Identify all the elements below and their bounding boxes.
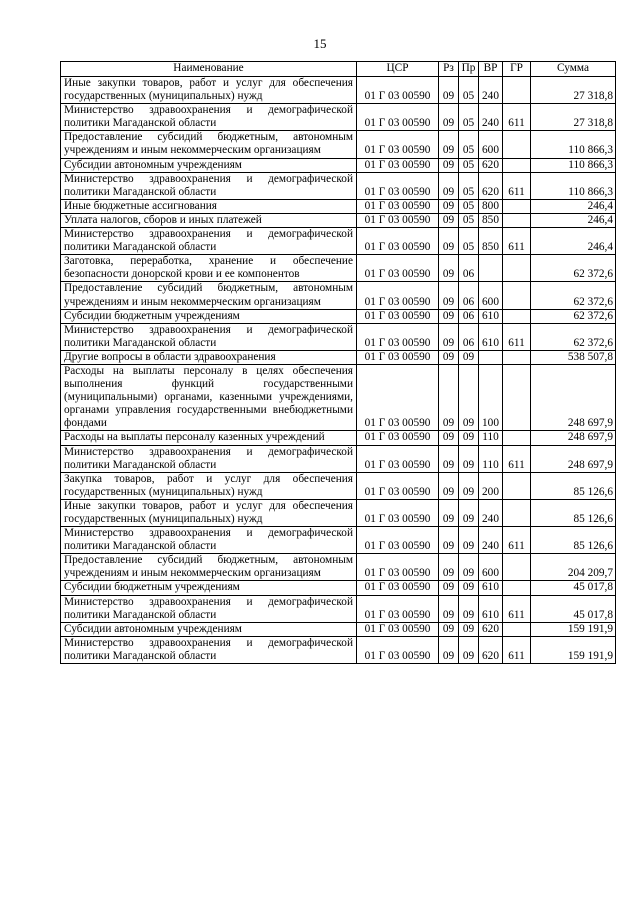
cell-sum: 85 126,6 [531,472,616,499]
table-row [61,213,616,227]
cell-pr: 09 [459,622,479,636]
cell-name: Предоставление субсидий бюджетным, автономным учреждениям и иным некоммерческим организациям [61,131,357,158]
cell-pr: 09 [459,472,479,499]
cell-vr: 110 [479,445,503,472]
cell-rz: 09 [439,554,459,581]
budget-table [60,61,616,664]
cell-csr: 01 Г 03 00590 [357,199,439,213]
cell-sum: 248 697,9 [531,431,616,445]
cell-pr: 09 [459,350,479,364]
cell-sum: 62 372,6 [531,309,616,323]
cell-pr: 05 [459,131,479,158]
table-header-row [61,62,616,77]
cell-gr [503,364,531,430]
cell-sum: 62 372,6 [531,255,616,282]
cell-sum: 246,4 [531,199,616,213]
table-row [61,364,616,430]
cell-rz: 09 [439,213,459,227]
cell-pr: 09 [459,364,479,430]
cell-pr: 09 [459,445,479,472]
cell-name: Предоставление субсидий бюджетным, автономным учреждениям и иным некоммерческим организациям [61,282,357,309]
cell-name: Министерство здравоохранения и демографической политики Магаданской области [61,323,357,350]
cell-name: Иные бюджетные ассигнования [61,199,357,213]
cell-pr: 06 [459,309,479,323]
cell-vr: 240 [479,499,503,526]
cell-rz: 09 [439,445,459,472]
cell-csr: 01 Г 03 00590 [357,172,439,199]
cell-vr: 610 [479,323,503,350]
cell-gr: 611 [503,527,531,554]
cell-rz: 09 [439,309,459,323]
cell-name: Субсидии бюджетным учреждениям [61,309,357,323]
cell-name: Закупка товаров, работ и услуг для обеспечения государственных (муниципальных) нужд [61,472,357,499]
cell-sum: 85 126,6 [531,499,616,526]
cell-vr: 610 [479,309,503,323]
table-row [61,104,616,131]
table-row [61,595,616,622]
page-number: 15 [313,36,327,51]
cell-csr: 01 Г 03 00590 [357,581,439,595]
table-row [61,255,616,282]
cell-gr [503,199,531,213]
cell-name: Министерство здравоохранения и демографической политики Магаданской области [61,445,357,472]
cell-name: Предоставление субсидий бюджетным, автономным учреждениям и иным некоммерческим организациям [61,554,357,581]
cell-vr: 110 [479,431,503,445]
cell-gr [503,131,531,158]
cell-gr [503,255,531,282]
table-row [61,527,616,554]
cell-vr: 620 [479,622,503,636]
cell-pr: 09 [459,527,479,554]
cell-csr: 01 Г 03 00590 [357,309,439,323]
cell-gr: 611 [503,104,531,131]
cell-pr: 05 [459,158,479,172]
cell-rz: 09 [439,158,459,172]
table-row [61,323,616,350]
header-name: Наименование [61,62,357,77]
cell-sum: 246,4 [531,213,616,227]
cell-csr: 01 Г 03 00590 [357,595,439,622]
cell-csr: 01 Г 03 00590 [357,431,439,445]
cell-sum: 85 126,6 [531,527,616,554]
table-row [61,581,616,595]
cell-vr: 620 [479,636,503,663]
cell-sum: 110 866,3 [531,131,616,158]
cell-sum: 159 191,9 [531,622,616,636]
cell-name: Заготовка, переработка, хранение и обеспечение безопасности донорской крови и ее компонентов [61,255,357,282]
cell-vr [479,255,503,282]
table-row [61,131,616,158]
cell-sum: 248 697,9 [531,445,616,472]
cell-vr: 240 [479,77,503,104]
table-row [61,472,616,499]
cell-sum: 246,4 [531,228,616,255]
cell-name: Уплата налогов, сборов и иных платежей [61,213,357,227]
cell-vr: 850 [479,213,503,227]
table-row [61,554,616,581]
table-row [61,172,616,199]
cell-rz: 09 [439,472,459,499]
cell-sum: 62 372,6 [531,323,616,350]
header-vr: ВР [479,62,503,77]
cell-rz: 09 [439,581,459,595]
cell-name: Субсидии автономным учреждениям [61,622,357,636]
header-pr: Пр [459,62,479,77]
cell-gr: 611 [503,172,531,199]
header-rz: Рз [439,62,459,77]
cell-vr: 610 [479,581,503,595]
table-row [61,158,616,172]
cell-pr: 05 [459,213,479,227]
cell-rz: 09 [439,595,459,622]
cell-sum: 538 507,8 [531,350,616,364]
cell-sum: 27 318,8 [531,104,616,131]
cell-name: Расходы на выплаты персоналу в целях обеспечения выполнения функций государственными (муниципальными) органами, казенными учреждениями, органами управления государственными внебюджетными фондами [61,364,357,430]
table-row [61,199,616,213]
cell-vr: 600 [479,282,503,309]
cell-name: Министерство здравоохранения и демографической политики Магаданской области [61,228,357,255]
cell-name: Иные закупки товаров, работ и услуг для обеспечения государственных (муниципальных) нужд [61,77,357,104]
cell-csr: 01 Г 03 00590 [357,445,439,472]
cell-gr [503,350,531,364]
cell-csr: 01 Г 03 00590 [357,213,439,227]
cell-name: Министерство здравоохранения и демографической политики Магаданской области [61,527,357,554]
cell-sum: 45 017,8 [531,581,616,595]
cell-name: Субсидии автономным учреждениям [61,158,357,172]
cell-pr: 09 [459,499,479,526]
cell-vr: 620 [479,158,503,172]
cell-gr [503,622,531,636]
cell-gr [503,472,531,499]
cell-pr: 05 [459,172,479,199]
cell-rz: 09 [439,199,459,213]
cell-pr: 09 [459,581,479,595]
cell-csr: 01 Г 03 00590 [357,554,439,581]
cell-vr: 800 [479,199,503,213]
cell-rz: 09 [439,282,459,309]
cell-pr: 06 [459,255,479,282]
cell-vr [479,350,503,364]
cell-csr: 01 Г 03 00590 [357,131,439,158]
cell-rz: 09 [439,499,459,526]
table-row [61,77,616,104]
cell-gr [503,499,531,526]
cell-name: Расходы на выплаты персоналу казенных учреждений [61,431,357,445]
cell-rz: 09 [439,431,459,445]
cell-pr: 06 [459,282,479,309]
cell-sum: 27 318,8 [531,77,616,104]
cell-gr: 611 [503,323,531,350]
cell-pr: 09 [459,431,479,445]
cell-csr: 01 Г 03 00590 [357,350,439,364]
table-body [61,77,616,664]
cell-sum: 110 866,3 [531,158,616,172]
table-row [61,282,616,309]
table-row [61,445,616,472]
header-csr: ЦСР [357,62,439,77]
cell-gr [503,309,531,323]
cell-rz: 09 [439,527,459,554]
cell-gr [503,282,531,309]
cell-gr [503,554,531,581]
cell-vr: 100 [479,364,503,430]
cell-vr: 600 [479,131,503,158]
cell-vr: 240 [479,104,503,131]
cell-name: Министерство здравоохранения и демографической политики Магаданской области [61,172,357,199]
cell-rz: 09 [439,77,459,104]
cell-gr [503,431,531,445]
cell-gr [503,581,531,595]
cell-gr [503,213,531,227]
cell-rz: 09 [439,364,459,430]
cell-csr: 01 Г 03 00590 [357,527,439,554]
cell-csr: 01 Г 03 00590 [357,472,439,499]
cell-csr: 01 Г 03 00590 [357,323,439,350]
cell-csr: 01 Г 03 00590 [357,158,439,172]
cell-csr: 01 Г 03 00590 [357,499,439,526]
cell-name: Иные закупки товаров, работ и услуг для обеспечения государственных (муниципальных) нужд [61,499,357,526]
table-row [61,431,616,445]
cell-name: Министерство здравоохранения и демографической политики Магаданской области [61,104,357,131]
cell-sum: 45 017,8 [531,595,616,622]
cell-rz: 09 [439,636,459,663]
cell-gr: 611 [503,636,531,663]
cell-rz: 09 [439,323,459,350]
cell-name: Другие вопросы в области здравоохранения [61,350,357,364]
cell-rz: 09 [439,622,459,636]
cell-vr: 610 [479,595,503,622]
cell-csr: 01 Г 03 00590 [357,255,439,282]
cell-csr: 01 Г 03 00590 [357,104,439,131]
cell-pr: 05 [459,199,479,213]
cell-sum: 248 697,9 [531,364,616,430]
cell-csr: 01 Г 03 00590 [357,282,439,309]
cell-rz: 09 [439,255,459,282]
cell-pr: 09 [459,636,479,663]
header-gr: ГР [503,62,531,77]
cell-csr: 01 Г 03 00590 [357,364,439,430]
cell-vr: 620 [479,172,503,199]
cell-csr: 01 Г 03 00590 [357,77,439,104]
cell-name: Субсидии бюджетным учреждениям [61,581,357,595]
header-sum: Сумма [531,62,616,77]
table-row [61,350,616,364]
cell-csr: 01 Г 03 00590 [357,636,439,663]
cell-gr: 611 [503,445,531,472]
cell-sum: 204 209,7 [531,554,616,581]
table-row [61,309,616,323]
cell-pr: 09 [459,554,479,581]
cell-pr: 05 [459,104,479,131]
cell-vr: 850 [479,228,503,255]
cell-rz: 09 [439,350,459,364]
cell-gr: 611 [503,595,531,622]
cell-name: Министерство здравоохранения и демографической политики Магаданской области [61,595,357,622]
cell-gr: 611 [503,228,531,255]
cell-vr: 240 [479,527,503,554]
cell-rz: 09 [439,172,459,199]
cell-vr: 200 [479,472,503,499]
cell-rz: 09 [439,131,459,158]
table-row [61,499,616,526]
cell-gr [503,77,531,104]
cell-pr: 06 [459,323,479,350]
table-row [61,636,616,663]
cell-pr: 05 [459,77,479,104]
cell-csr: 01 Г 03 00590 [357,228,439,255]
cell-pr: 05 [459,228,479,255]
table-row [61,622,616,636]
cell-rz: 09 [439,228,459,255]
cell-sum: 159 191,9 [531,636,616,663]
cell-sum: 62 372,6 [531,282,616,309]
table-row [61,228,616,255]
cell-sum: 110 866,3 [531,172,616,199]
cell-gr [503,158,531,172]
cell-pr: 09 [459,595,479,622]
cell-csr: 01 Г 03 00590 [357,622,439,636]
cell-rz: 09 [439,104,459,131]
cell-name: Министерство здравоохранения и демографической политики Магаданской области [61,636,357,663]
cell-vr: 600 [479,554,503,581]
